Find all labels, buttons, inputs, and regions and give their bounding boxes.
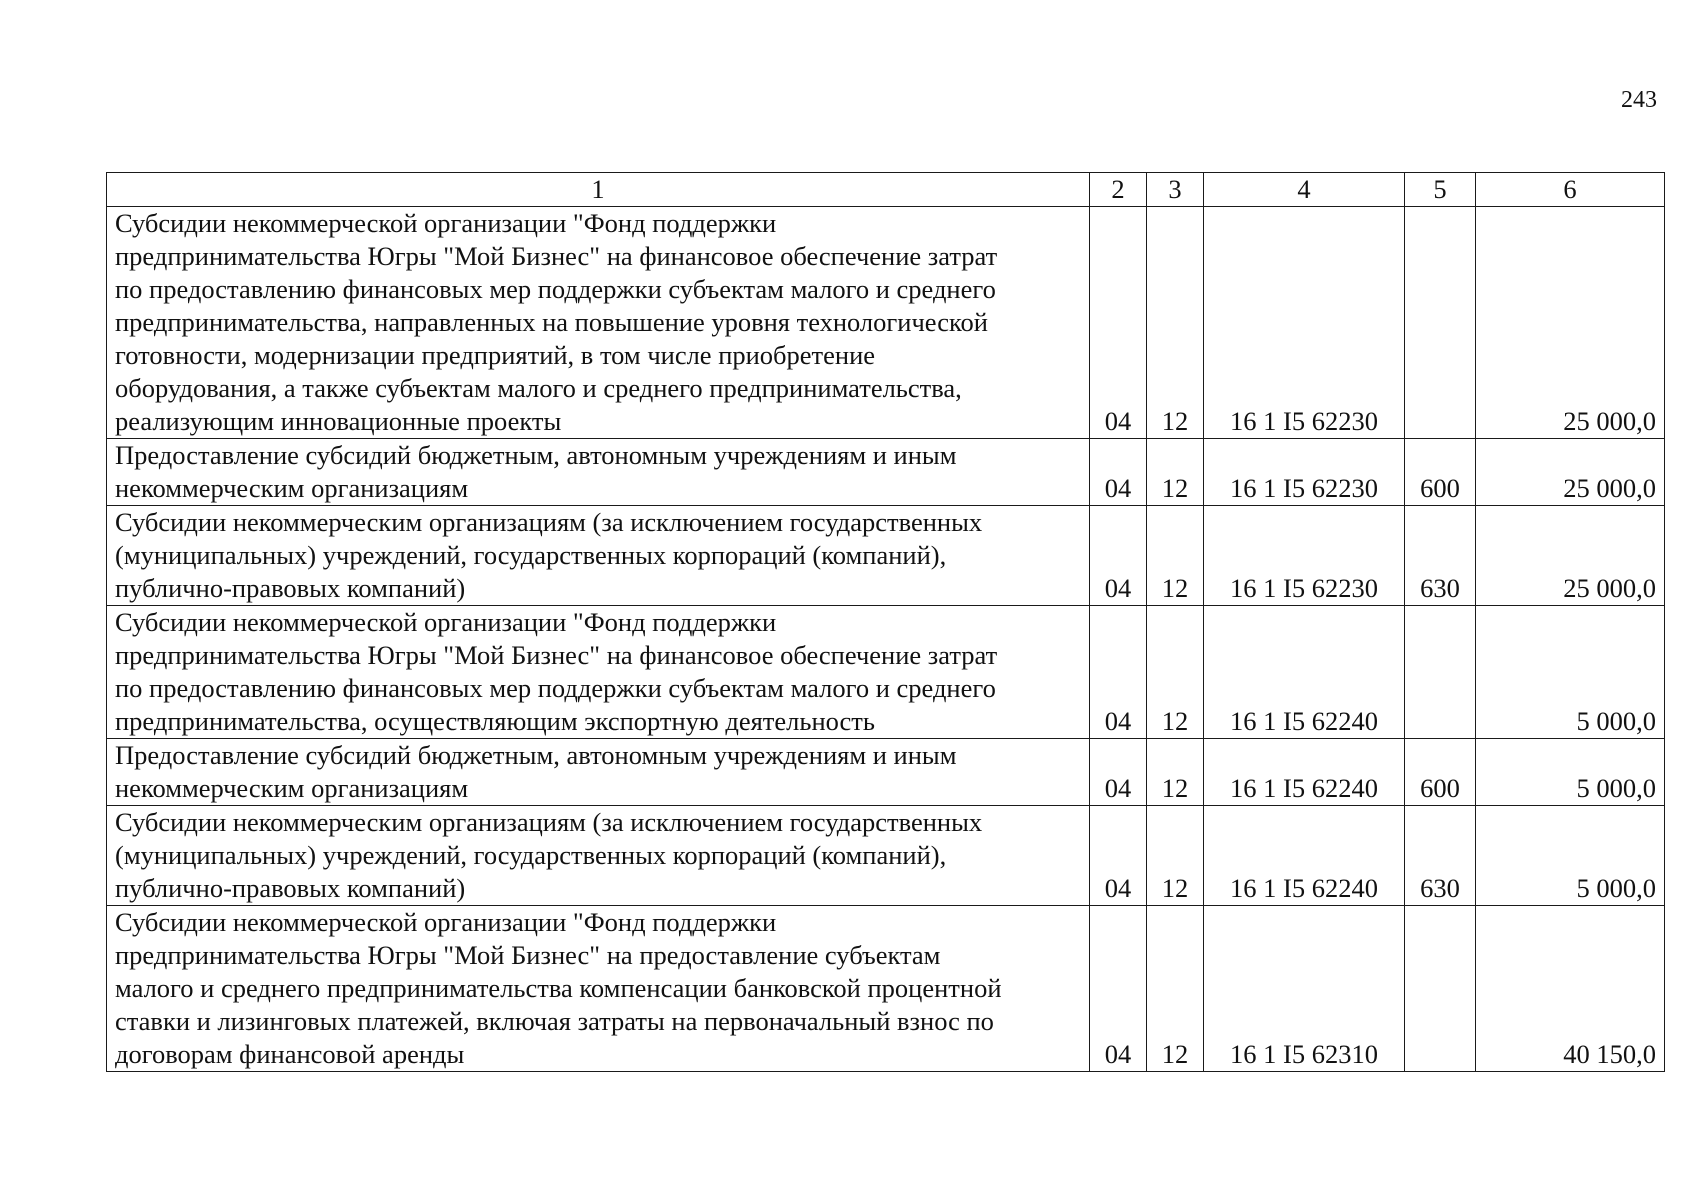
cell-amount: 40 150,0 [1476, 906, 1665, 1072]
cell-subsection-code: 12 [1147, 207, 1204, 439]
description-line: ставки и лизинговых платежей, включая затраты на первоначальный взнос по [115, 1006, 994, 1036]
description-line: публично-правовых компаний) [115, 573, 466, 603]
table-row [107, 207, 1665, 439]
cell-section-code: 04 [1090, 739, 1147, 806]
column-header-3: 3 [1147, 173, 1204, 207]
cell-subsection-code: 12 [1147, 439, 1204, 506]
description-line: договорам финансовой аренды [115, 1039, 465, 1069]
table-header-row [107, 173, 1665, 207]
description-line: Субсидии некоммерческим организациям (за исключением государственных [115, 807, 983, 837]
table-row [107, 739, 1665, 806]
description-line: некоммерческим организациям [115, 473, 469, 503]
description-line: Субсидии некоммерческой организации "Фонд поддержки [115, 907, 777, 937]
description-line: по предоставлению финансовых мер поддержки субъектам малого и среднего [115, 673, 996, 703]
row-description [107, 506, 1090, 606]
row-description [107, 207, 1090, 439]
column-header-5: 5 [1405, 173, 1476, 207]
cell-amount: 5 000,0 [1476, 806, 1665, 906]
description-line: (муниципальных) учреждений, государственных корпораций (компаний), [115, 840, 947, 870]
cell-amount: 25 000,0 [1476, 506, 1665, 606]
cell-subsection-code: 12 [1147, 739, 1204, 806]
description-line: Субсидии некоммерческим организациям (за исключением государственных [115, 507, 983, 537]
cell-amount: 5 000,0 [1476, 606, 1665, 739]
row-description [107, 739, 1090, 806]
description-line: предпринимательства, направленных на повышение уровня технологической [115, 307, 988, 337]
column-header-6: 6 [1476, 173, 1665, 207]
cell-target-article: 16 1 I5 62230 [1204, 439, 1405, 506]
cell-amount: 5 000,0 [1476, 739, 1665, 806]
cell-target-article: 16 1 I5 62230 [1204, 207, 1405, 439]
table-body [107, 207, 1665, 1072]
cell-subsection-code: 12 [1147, 806, 1204, 906]
description-line: Предоставление субсидий бюджетным, автономным учреждениям и иным [115, 740, 957, 770]
row-description [107, 806, 1090, 906]
page-number: 243 [1621, 87, 1657, 113]
cell-section-code: 04 [1090, 606, 1147, 739]
description-line: Субсидии некоммерческой организации "Фонд поддержки [115, 208, 777, 238]
cell-expense-type [1405, 906, 1476, 1072]
cell-section-code: 04 [1090, 906, 1147, 1072]
budget-table [106, 172, 1665, 1072]
description-line: оборудования, а также субъектам малого и среднего предпринимательства, [115, 373, 962, 403]
description-line: некоммерческим организациям [115, 773, 469, 803]
cell-target-article: 16 1 I5 62240 [1204, 739, 1405, 806]
cell-target-article: 16 1 I5 62240 [1204, 606, 1405, 739]
cell-section-code: 04 [1090, 207, 1147, 439]
description-line: (муниципальных) учреждений, государственных корпораций (компаний), [115, 540, 947, 570]
cell-expense-type: 600 [1405, 439, 1476, 506]
description-line: малого и среднего предпринимательства компенсации банковской процентной [115, 973, 1002, 1003]
cell-expense-type: 600 [1405, 739, 1476, 806]
cell-section-code: 04 [1090, 439, 1147, 506]
column-header-1: 1 [107, 173, 1090, 207]
table-row [107, 606, 1665, 739]
description-line: предпринимательства Югры "Мой Бизнес" на предоставление субъектам [115, 940, 941, 970]
row-description [107, 906, 1090, 1072]
table-row [107, 439, 1665, 506]
column-header-4: 4 [1204, 173, 1405, 207]
row-description [107, 439, 1090, 506]
description-line: Предоставление субсидий бюджетным, автономным учреждениям и иным [115, 440, 957, 470]
table-row [107, 806, 1665, 906]
description-line: предпринимательства, осуществляющим экспортную деятельность [115, 706, 875, 736]
cell-target-article: 16 1 I5 62240 [1204, 806, 1405, 906]
row-description [107, 606, 1090, 739]
cell-expense-type: 630 [1405, 806, 1476, 906]
cell-amount: 25 000,0 [1476, 207, 1665, 439]
cell-amount: 25 000,0 [1476, 439, 1665, 506]
cell-section-code: 04 [1090, 506, 1147, 606]
description-line: по предоставлению финансовых мер поддержки субъектам малого и среднего [115, 274, 996, 304]
description-line: предпринимательства Югры "Мой Бизнес" на финансовое обеспечение затрат [115, 241, 998, 271]
table-row [107, 906, 1665, 1072]
cell-subsection-code: 12 [1147, 906, 1204, 1072]
cell-subsection-code: 12 [1147, 506, 1204, 606]
description-line: публично-правовых компаний) [115, 873, 466, 903]
cell-expense-type [1405, 207, 1476, 439]
description-line: Субсидии некоммерческой организации "Фонд поддержки [115, 607, 777, 637]
column-header-2: 2 [1090, 173, 1147, 207]
cell-section-code: 04 [1090, 806, 1147, 906]
cell-expense-type: 630 [1405, 506, 1476, 606]
table-row [107, 506, 1665, 606]
description-line: готовности, модернизации предприятий, в том числе приобретение [115, 340, 876, 370]
cell-target-article: 16 1 I5 62310 [1204, 906, 1405, 1072]
cell-expense-type [1405, 606, 1476, 739]
cell-subsection-code: 12 [1147, 606, 1204, 739]
description-line: предпринимательства Югры "Мой Бизнес" на финансовое обеспечение затрат [115, 640, 998, 670]
description-line: реализующим инновационные проекты [115, 406, 562, 436]
cell-target-article: 16 1 I5 62230 [1204, 506, 1405, 606]
